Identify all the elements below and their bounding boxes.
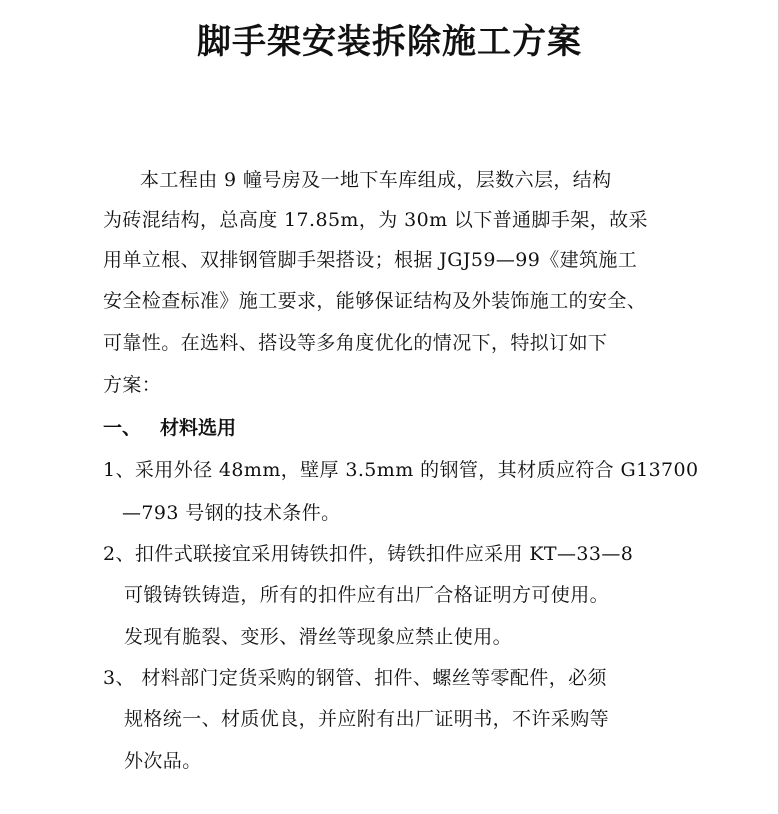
item-2-line-2: 可锻铸铁铸造，所有的扣件应有出厂合格证明方可使用。	[124, 584, 610, 606]
item-1-line-2: —793 号钢的技术条件。	[122, 502, 341, 524]
item-3-line-1: 3、 材料部门定货采购的钢管、扣件、螺丝等零配件，必须	[103, 667, 607, 689]
item-1-line-1: 1、采用外径 48mm，壁厚 3.5mm 的钢管，其材质应符合 G13700	[103, 459, 699, 481]
item-2-line-3: 发现有脆裂、变形、滑丝等现象应禁止使用。	[124, 626, 513, 648]
intro-line-6: 方案：	[103, 374, 162, 396]
item-3-line-2: 规格统一、材质优良，并应附有出厂证明书，不许采购等	[124, 708, 610, 730]
intro-line-2: 为砖混结构，总高度 17.85m，为 30m 以下普通脚手架，故采	[103, 209, 648, 231]
section-title: 材料选用	[160, 417, 237, 439]
item-2-line-1: 2、扣件式联接宜采用铸铁扣件，铸铁扣件应采用 KT—33—8	[103, 543, 634, 565]
intro-line-5: 可靠性。在选料、搭设等多角度优化的情况下，特拟订如下	[103, 332, 608, 354]
section-number: 一、	[103, 417, 142, 439]
item-3-line-3: 外次品。	[124, 750, 202, 772]
document-title: 脚手架安装拆除施工方案	[197, 22, 582, 62]
intro-line-4: 安全检查标准》施工要求，能够保证结构及外装饰施工的安全、	[103, 290, 647, 312]
intro-line-1: 本工程由 9 幢号房及一地下车库组成，层数六层，结构	[140, 169, 612, 191]
intro-line-3: 用单立根、双排钢管脚手架搭设；根据 JGJ59—99《建筑施工	[103, 249, 638, 271]
